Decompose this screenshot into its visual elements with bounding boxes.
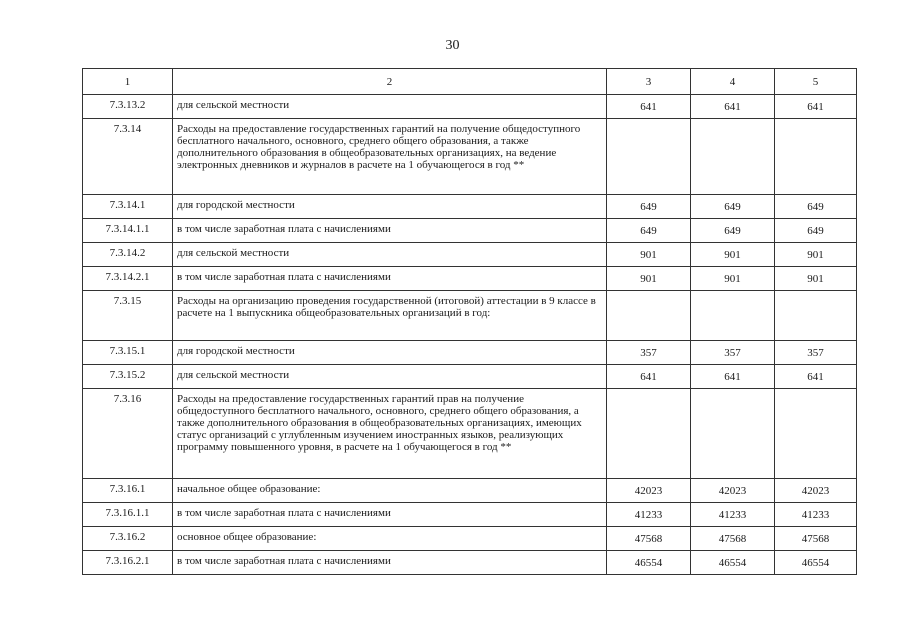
row-code: 7.3.16.1.1 [83,503,173,527]
table-row [83,551,857,575]
row-description: в том числе заработная плата с начислениями [173,267,607,291]
row-code: 7.3.13.2 [83,95,173,119]
row-code: 7.3.16.2 [83,527,173,551]
row-value-col5: 901 [775,267,857,291]
row-value-col3: 41233 [607,503,691,527]
row-value-col5: 42023 [775,479,857,503]
table-row [83,479,857,503]
row-description: в том числе заработная плата с начислениями [173,551,607,575]
row-value-col3: 649 [607,219,691,243]
row-value-col4: 47568 [691,527,775,551]
row-value-col4: 901 [691,243,775,267]
table-header-row [83,69,857,95]
row-description: в том числе заработная плата с начислениями [173,219,607,243]
row-value-col4: 901 [691,267,775,291]
row-value-col5: 357 [775,341,857,365]
row-code: 7.3.15.1 [83,341,173,365]
table-row [83,341,857,365]
row-value-col3 [607,389,691,479]
expenditure-standards-table [82,68,857,575]
row-value-col4 [691,389,775,479]
column-header-2: 2 [173,69,607,95]
row-code: 7.3.16 [83,389,173,479]
table-row [83,527,857,551]
row-value-col4 [691,119,775,195]
row-value-col5: 41233 [775,503,857,527]
row-value-col5: 641 [775,95,857,119]
table-row [83,389,857,479]
row-value-col4: 641 [691,365,775,389]
row-description: начальное общее образование: [173,479,607,503]
row-value-col5: 47568 [775,527,857,551]
column-header-4: 4 [691,69,775,95]
row-description: для сельской местности [173,95,607,119]
row-code: 7.3.16.2.1 [83,551,173,575]
row-value-col4: 41233 [691,503,775,527]
row-value-col3 [607,291,691,341]
row-code: 7.3.14.1.1 [83,219,173,243]
row-description: Расходы на предоставление государственных гарантий прав на получение общедоступного бесплатного начального, основного, среднего общего образования, а также дополнительного образования в общеобразовательных организациях, имеющих статус организаций с углубленным изучением иностранных языков, реализующих программу повышенного уровня, в расчете на 1 обучающегося в год ** [173,389,607,479]
row-value-col4 [691,291,775,341]
row-value-col4: 641 [691,95,775,119]
column-header-5: 5 [775,69,857,95]
column-header-1: 1 [83,69,173,95]
row-code: 7.3.14 [83,119,173,195]
table-row [83,365,857,389]
row-description: основное общее образование: [173,527,607,551]
row-code: 7.3.14.2 [83,243,173,267]
row-value-col4: 357 [691,341,775,365]
row-description: для сельской местности [173,243,607,267]
row-value-col5: 641 [775,365,857,389]
table-row [83,219,857,243]
row-value-col4: 649 [691,195,775,219]
row-description: Расходы на предоставление государственных гарантий на получение общедоступного бесплатного начального, основного, среднего общего образования, а также дополнительного образования в общеобразовательных организациях, на ведение электронных дневников и журналов в расчете на 1 обучающегося в год ** [173,119,607,195]
row-description: в том числе заработная плата с начислениями [173,503,607,527]
row-value-col5 [775,389,857,479]
row-description: Расходы на организацию проведения государственной (итоговой) аттестации в 9 классе в расчете на 1 выпускника общеобразовательных организаций в год: [173,291,607,341]
row-value-col5 [775,291,857,341]
table-row [83,95,857,119]
row-value-col5: 901 [775,243,857,267]
row-value-col3: 46554 [607,551,691,575]
table-row [83,195,857,219]
table-row [83,291,857,341]
row-value-col3 [607,119,691,195]
row-value-col3: 901 [607,267,691,291]
row-description: для сельской местности [173,365,607,389]
table-row [83,243,857,267]
row-value-col5: 46554 [775,551,857,575]
table-row [83,503,857,527]
row-value-col3: 641 [607,95,691,119]
row-value-col4: 42023 [691,479,775,503]
row-code: 7.3.14.1 [83,195,173,219]
row-value-col5: 649 [775,219,857,243]
row-value-col5: 649 [775,195,857,219]
row-description: для городской местности [173,341,607,365]
row-value-col5 [775,119,857,195]
row-description: для городской местности [173,195,607,219]
row-value-col3: 357 [607,341,691,365]
column-header-3: 3 [607,69,691,95]
row-code: 7.3.15 [83,291,173,341]
page-number: 30 [445,38,460,53]
row-value-col3: 47568 [607,527,691,551]
row-value-col4: 649 [691,219,775,243]
row-value-col3: 42023 [607,479,691,503]
row-value-col3: 901 [607,243,691,267]
row-value-col3: 641 [607,365,691,389]
row-value-col4: 46554 [691,551,775,575]
row-code: 7.3.15.2 [83,365,173,389]
table-row [83,267,857,291]
row-code: 7.3.14.2.1 [83,267,173,291]
table-row [83,119,857,195]
row-code: 7.3.16.1 [83,479,173,503]
row-value-col3: 649 [607,195,691,219]
